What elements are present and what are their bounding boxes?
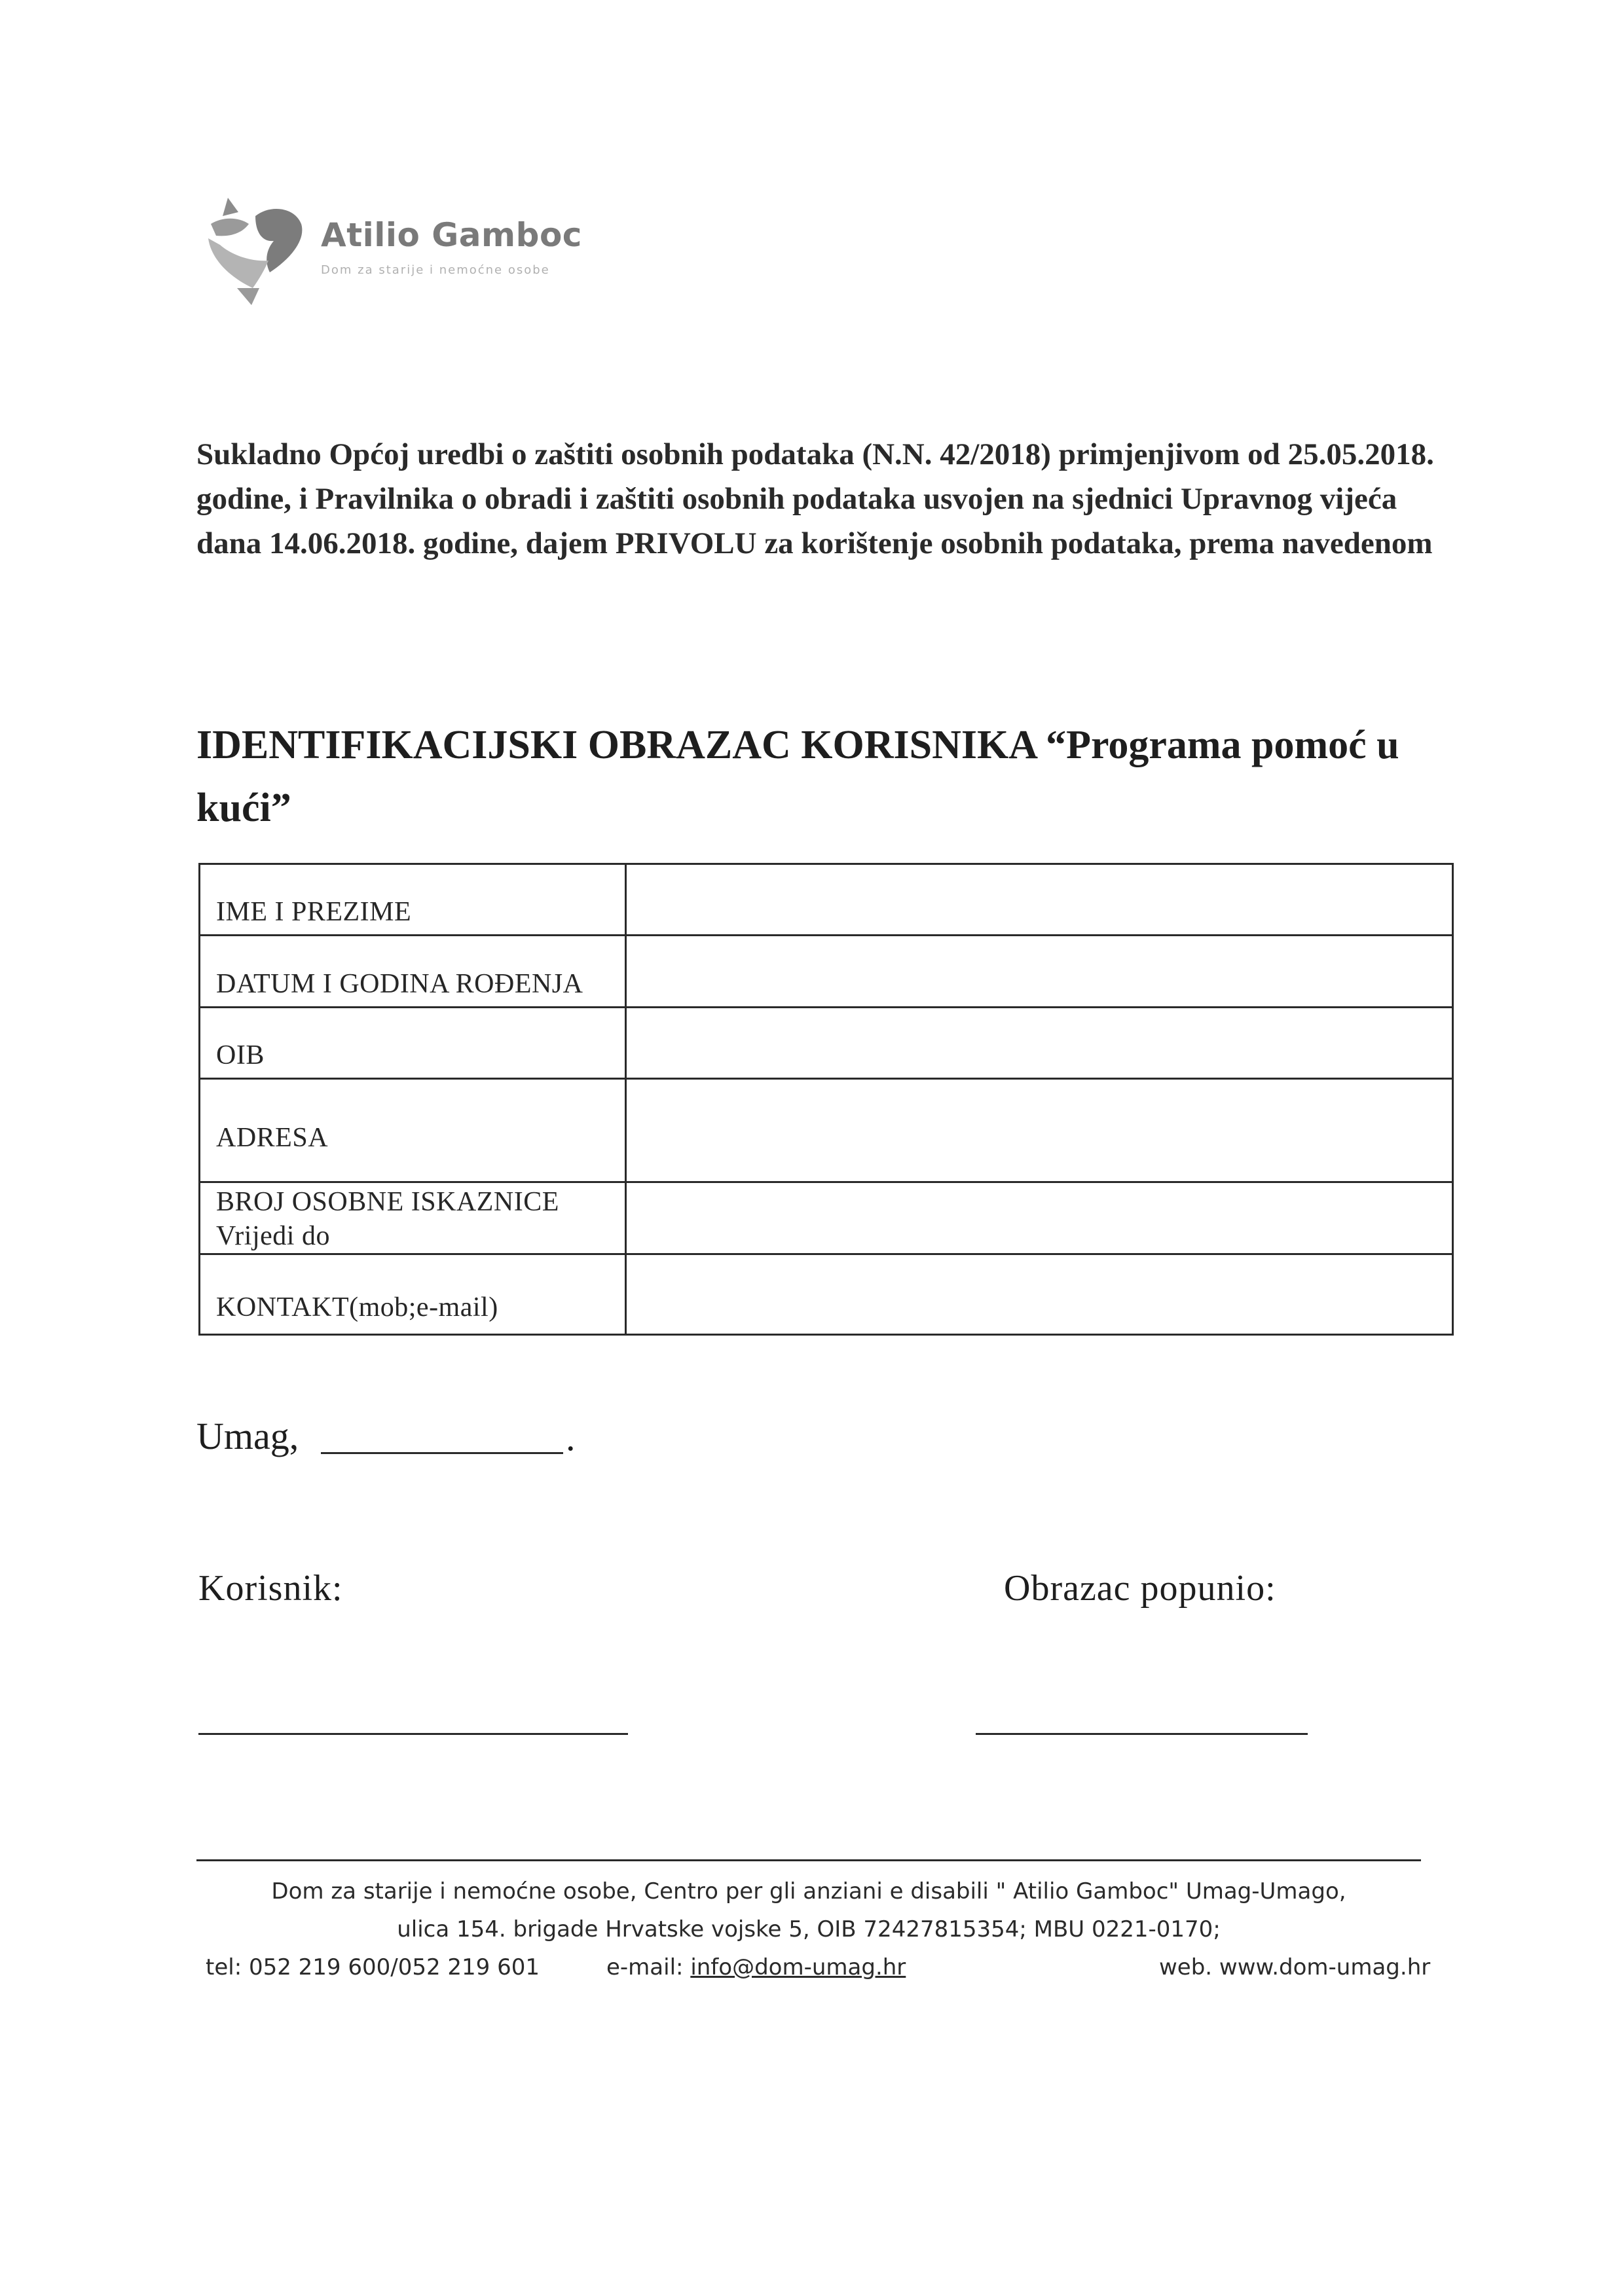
user-signature-label: Korisnik:	[198, 1568, 343, 1609]
institution-logo	[196, 190, 582, 308]
name-field[interactable]	[633, 869, 1445, 930]
oib-field[interactable]	[633, 1012, 1445, 1074]
date-dot: .	[566, 1416, 576, 1459]
form-row-address	[200, 1080, 1452, 1183]
oib-label: OIB	[216, 1040, 265, 1070]
date-field[interactable]	[321, 1452, 563, 1454]
footer-website[interactable]: web. www.dom-umag.hr	[1159, 1954, 1431, 1980]
id-card-number-label: BROJ OSOBNE ISKAZNICE	[216, 1187, 559, 1217]
birthdate-label: DATUM I GODINA ROĐENJA	[216, 969, 583, 999]
footer	[196, 1872, 1454, 1986]
footer-email-label: e-mail:	[606, 1954, 684, 1980]
heart-hands-logo-icon	[196, 190, 308, 308]
form-row-contact	[200, 1255, 1452, 1334]
footer-email-block	[606, 1948, 906, 1986]
contact-field[interactable]	[633, 1259, 1445, 1330]
form-row-oib	[200, 1008, 1452, 1080]
consent-paragraph: Sukladno Općoj uredbi o zaštiti osobnih podataka (N.N. 42/2018) primjenjivom od 25.05.2018. godine, i Pravilnika o obradi i zaštiti osobnih podataka usvojen na sjednici Upravnog vijeća dana 14.06.2018. godine, dajem PRIVOLU za korištenje osobnih podataka, prema navedenom	[196, 437, 1434, 560]
user-signature-line[interactable]	[198, 1733, 628, 1735]
form-row-id-card	[200, 1183, 1452, 1255]
form-title: IDENTIFIKACIJSKI OBRAZAC KORISNIKA “Programa pomoć u kući”	[196, 723, 1399, 830]
id-card-field[interactable]	[633, 1187, 1445, 1249]
id-card-valid-until-label: Vrijedi do	[216, 1221, 330, 1251]
place-label: Umag,	[196, 1415, 299, 1457]
logo-name: Atilio Gamboc	[321, 216, 582, 254]
form-row-birthdate	[200, 936, 1452, 1008]
name-label: IME I PREZIME	[216, 897, 412, 927]
id-card-label	[216, 1185, 559, 1253]
filled-by-signature-line[interactable]	[976, 1733, 1308, 1735]
footer-address: ulica 154. brigade Hrvatske vojske 5, OIB 72427815354; MBU 0221-0170;	[397, 1916, 1221, 1942]
footer-institution: Dom za starije i nemoćne osobe, Centro per gli anziani e disabili " Atilio Gamboc" Umag-Umago,	[271, 1878, 1346, 1904]
address-field[interactable]	[633, 1084, 1445, 1177]
logo-subtitle: Dom za starije i nemoćne osobe	[321, 263, 550, 277]
contact-label: KONTAKT(mob;e-mail)	[216, 1292, 498, 1322]
footer-phone: tel: 052 219 600/052 219 601	[206, 1954, 540, 1980]
birthdate-field[interactable]	[633, 940, 1445, 1002]
identification-form-table	[198, 863, 1454, 1336]
form-row-name	[200, 865, 1452, 936]
footer-contacts	[196, 1948, 1454, 1986]
table-column-divider	[625, 865, 627, 1334]
footer-divider	[196, 1859, 1421, 1861]
filled-by-signature-label: Obrazac popunio:	[1004, 1568, 1276, 1609]
footer-email-link[interactable]: info@dom-umag.hr	[690, 1954, 906, 1980]
address-label: ADRESA	[216, 1123, 329, 1153]
